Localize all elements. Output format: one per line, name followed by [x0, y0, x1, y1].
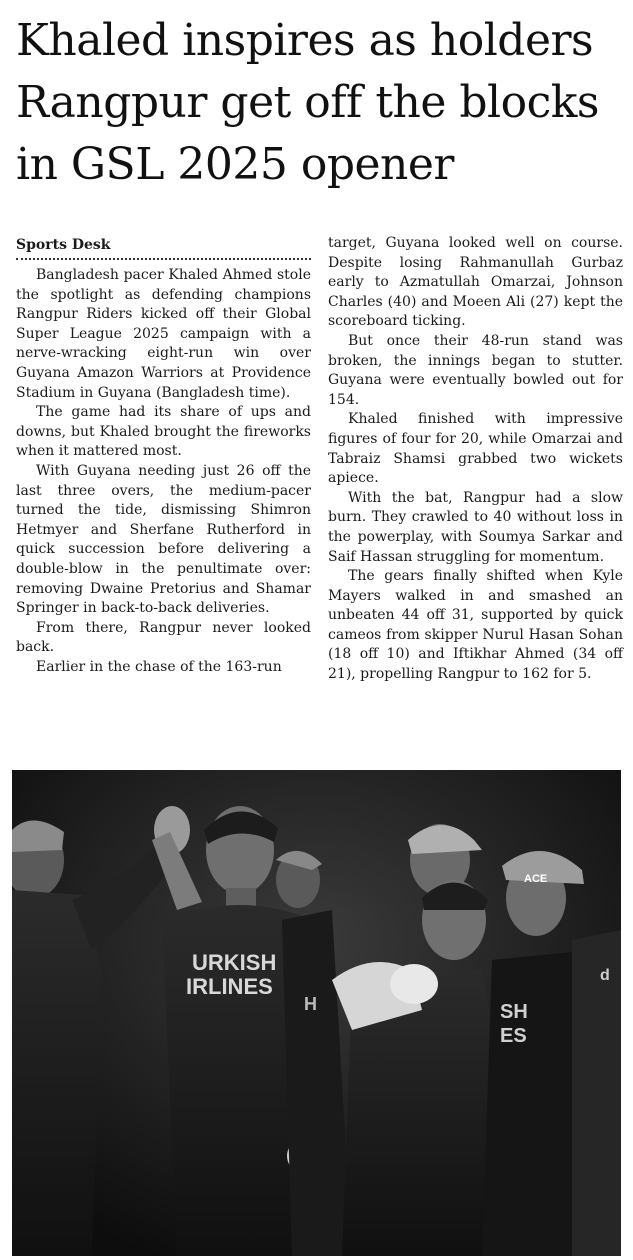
- headline: Khaled inspires as holders Rangpur get off the blocks in GSL 2025 opener: [16, 15, 599, 190]
- article-column-left: [16, 234, 311, 677]
- paragraph: The gears finally shifted when Kyle Mayers walked in and smashed an unbeaten 44 off 31, supported by quick cameos from skipper Nurul Hasan Sohan (18 off 10) and Iftikhar Ahmed (34 off 21), propelling Rangpur to 162 for 5.: [328, 568, 623, 683]
- paragraph: The game had its share of ups and downs, but Khaled brought the fireworks when it mattered most.: [16, 404, 311, 460]
- photo-illustration: [12, 770, 621, 1256]
- article-column-right: [328, 234, 623, 685]
- paragraph: Khaled finished with impressive figures of four for 20, while Omarzai and Tabraiz Shamsi grabbed two wickets apiece.: [328, 411, 623, 487]
- cap-logo: ACE: [524, 873, 548, 885]
- paragraph: From there, Rangpur never looked back.: [16, 619, 311, 656]
- byline: Sports Desk: [16, 237, 111, 253]
- paragraph: With the bat, Rangpur had a slow burn. They crawled to 40 without loss in the powerplay, with Soumya Sarkar and Saif Hassan struggling for momentum.: [328, 489, 623, 565]
- paragraph: target, Guyana looked well on course. Despite losing Rahmanullah Gurbaz early to Azmatullah Omarzai, Johnson Charles (40) and Moeen Ali (27) kept the scoreboard ticking.: [328, 235, 623, 330]
- paragraph: With Guyana needing just 26 off the last three overs, the medium-pacer turned the tide, dismissing Shimron Hetmyer and Sherfane Rutherford in quick succession before delivering a double-blow in the penultimate over: removing Dwaine Pretorius and Shamar Springer in back-to-back deliveries.: [16, 462, 311, 617]
- jersey-text: URKISH: [192, 950, 277, 975]
- jersey-text: SH: [500, 1001, 528, 1023]
- jersey-text: H: [304, 994, 317, 1014]
- jersey-text: d: [600, 967, 610, 984]
- celebration-photo: [12, 770, 621, 1256]
- paragraph: Earlier in the chase of the 163-run: [36, 658, 282, 675]
- paragraph: Bangladesh pacer Khaled Ahmed stole the spotlight as defending champions Rangpur Riders kicked off their Global Super League 2025 campaign with a nerve-wracking eight-run win over Guyana Amazon Warriors at Providence Stadium in Guyana (Bangladesh time).: [16, 267, 311, 401]
- jersey-text: IRLINES: [186, 974, 273, 999]
- dotted-divider: [16, 258, 311, 260]
- jersey-text: ES: [500, 1025, 527, 1047]
- paragraph: But once their 48-run stand was broken, the innings began to stutter. Guyana were eventually bowled out for 154.: [328, 332, 623, 408]
